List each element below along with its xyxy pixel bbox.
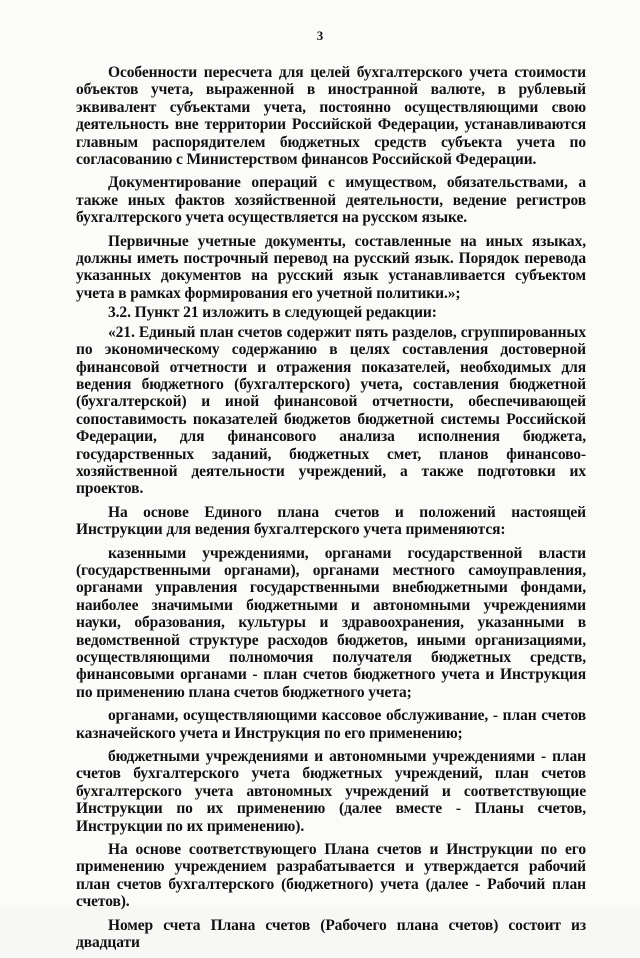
paragraph-currency-conversion: Особенности пересчета для целей бухгалтерского учета стоимости объектов учета, выраженной в иностранной валюте, в рублевый эквивалент субъектами учета, постоянно осуществляющими свою деятельность вне территории Российской Федерации, устанавливаются главным распорядителем бюджетных средств субъекта учета по согласованию с Министерством финансов Российской Федерации. xyxy=(76,64,586,169)
paragraph-primary-documents: Первичные учетные документы, составленные на иных языках, должны иметь построчный перевод на русский язык. Порядок перевода указанных документов на русский язык устанавливается субъектом учета в рамках формирования его учетной политики.»; xyxy=(76,232,586,302)
paragraph-cash-service: органами, осуществляющими кассовое обслуживание, - план счетов казначейского учета и Инструкция по его применению; xyxy=(76,707,586,742)
page-number: 3 xyxy=(316,28,324,43)
paragraph-amendment-heading: 3.2. Пункт 21 изложить в следующей редакции: xyxy=(108,304,437,322)
document-body xyxy=(76,64,586,958)
paragraph-unified-chart: «21. Единый план счетов содержит пять разделов, сгруппированных по экономическому содержанию в целях составления достоверной финансовой отчетности и отражения показателей, необходимых для ведения бюджетного (бухгалтерского) учета, составления бюджетной (бухгалтерской) и иной финансовой отчетности, обеспечивающей сопоставимость показателей бюджетов бюджетной системы Российской Федерации, для финансового анализа исполнения бюджета, государственных заданий, бюджетных смет, планов финансово-хозяйственной деятельности учреждений, а также подготовки их проектов. xyxy=(76,323,586,498)
paragraph-working-chart: На основе соответствующего Плана счетов и Инструкции по его применению учреждением разрабатывается и утверждается рабочий план счетов бухгалтерского (бюджетного) учета (далее - Рабочий план счетов). xyxy=(76,841,586,911)
paragraph-documentation-language: Документирование операций с имуществом, обязательствами, а также иных фактов хозяйственной деятельности, ведение регистров бухгалтерского учета осуществляется на русском языке. xyxy=(76,174,586,227)
paragraph-account-number: Номер счета Плана счетов (Рабочего плана счетов) состоит из двадцати xyxy=(76,916,586,952)
paragraph-budget-institutions: бюджетными учреждениями и автономными учреждениями - план счетов бухгалтерского учета бюджетных учреждений, план счетов бухгалтерского учета автономных учреждений и соответствующие Инструкции по их применению (далее вместе - Планы счетов, Инструкции по их применению). xyxy=(76,748,586,835)
paragraph-government-institutions: казенными учреждениями, органами государственной власти (государственными органами), органами местного самоуправления, органами управления государственными внебюджетными фондами, наиболее значимыми бюджетными и автономными учреждениями науки, образования, культуры и здравоохранения, указанными в ведомственной структуре расходов бюджетов, иными организациями, осуществляющими полномочия получателя бюджетных средств, финансовыми органами - план счетов бюджетного учета и Инструкция по применению плана счетов бюджетного учета; xyxy=(76,544,586,701)
paragraph-application-intro: На основе Единого плана счетов и положений настоящей Инструкции для ведения бухгалтерского учета применяются: xyxy=(76,503,586,539)
